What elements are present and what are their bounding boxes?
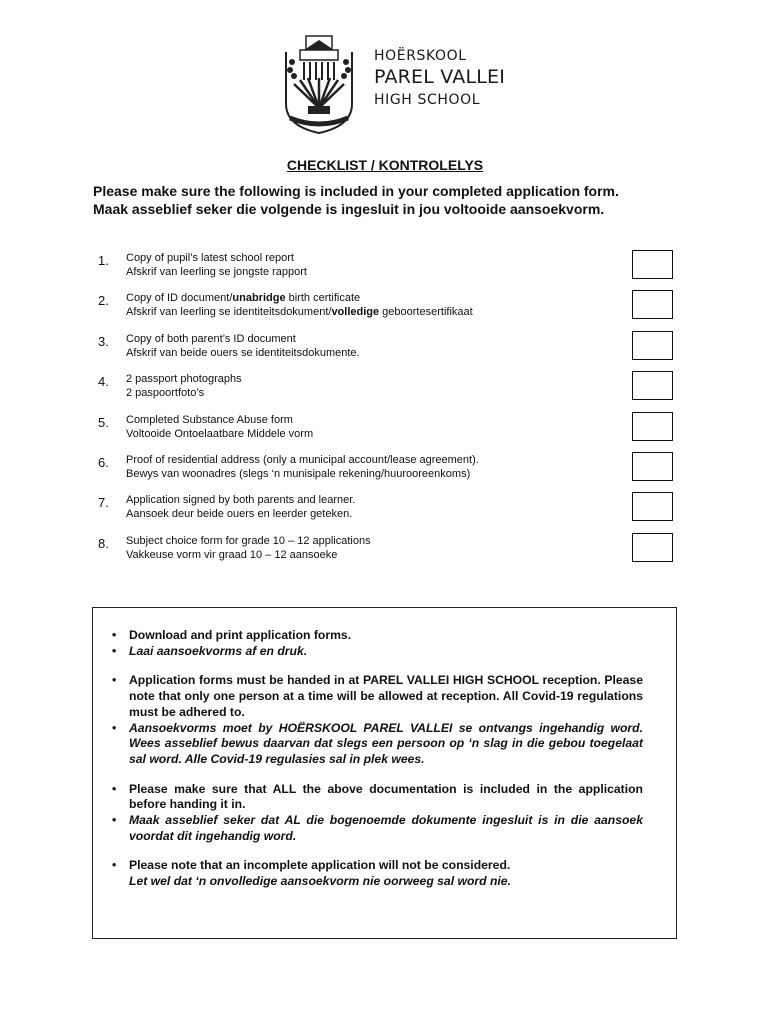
- bullet-icon: •: [112, 813, 117, 828]
- item-afrikaans-post: geboortesertifikaat: [379, 306, 473, 319]
- bullet-icon: •: [112, 720, 117, 735]
- school-name-line1: HOËRSKOOL: [374, 48, 467, 64]
- checklist: [98, 250, 678, 573]
- item-text: [126, 453, 479, 481]
- item-number: 4.: [98, 374, 109, 390]
- item-number: 1.: [98, 253, 109, 268]
- checklist-item: [98, 492, 678, 532]
- item-english: Copy of both parent’s ID document: [126, 332, 296, 345]
- instruction-item: [93, 782, 676, 813]
- item-afrikaans-pre: Afskrif van leerling se identiteitsdokument/: [126, 306, 332, 319]
- checkbox[interactable]: [632, 492, 673, 521]
- bullet-icon: •: [112, 628, 117, 642]
- checkbox[interactable]: [632, 452, 673, 481]
- item-text: [126, 493, 355, 521]
- item-text: [126, 332, 360, 360]
- bullet-icon: •: [112, 781, 117, 796]
- item-english: Completed Substance Abuse form: [126, 413, 293, 426]
- instruction-item: [93, 644, 676, 660]
- item-afrikaans: Afskrif van beide ouers se identiteitsdokumente.: [126, 346, 360, 359]
- item-text: [126, 251, 307, 279]
- instruction-text: Aansoekvorms moet by HOËRSKOOL PAREL VALLEI se ontvangs ingehandig word. Wees asseblief bewus daarvan dat slegs een persoon op ‘n slag in die gebou toegelaat sal word. Alle Covid-19 regulasies sal in plek wees.: [129, 720, 643, 766]
- intro-afrikaans: Maak asseblief seker die volgende is ingesluit in jou voltooide aansoekvorm.: [93, 201, 605, 217]
- item-afrikaans: Bewys van woonadres (slegs ‘n munisipale rekening/huurooreenkoms): [126, 467, 471, 480]
- item-number: 8.: [98, 535, 109, 551]
- item-english-pre: Copy of ID document/: [126, 292, 233, 305]
- instruction-item: [93, 813, 676, 844]
- intro-english: Please make sure the following is included in your completed application form.: [93, 183, 619, 199]
- page-title: CHECKLIST / KONTROLELYS: [286, 157, 484, 173]
- item-number: 7.: [98, 495, 109, 511]
- item-english: Application signed by both parents and learner.: [126, 494, 356, 507]
- instructions-list: [93, 628, 676, 890]
- checklist-item: [98, 452, 678, 492]
- instruction-text: Laai aansoekvorms af en druk.: [129, 643, 308, 658]
- instruction-text: Maak asseblief seker dat AL die bogenoemde dokumente ingesluit is in die aansoek voordat dit ingehandig word.: [129, 813, 643, 843]
- checkbox[interactable]: [632, 533, 673, 562]
- checkbox[interactable]: [632, 412, 673, 441]
- item-afrikaans: Afskrif van leerling se jongste rapport: [126, 266, 307, 278]
- item-text: [126, 372, 242, 400]
- checkbox[interactable]: [632, 250, 673, 279]
- item-number: 2.: [98, 293, 109, 309]
- item-afrikaans-bold: volledige: [331, 306, 380, 319]
- item-afrikaans: Aansoek deur beide ouers en leerder geteken.: [126, 508, 353, 521]
- instruction-item: [93, 673, 676, 720]
- checklist-item: [98, 250, 678, 290]
- item-english: 2 passport photographs: [126, 373, 242, 386]
- bullet-icon: •: [112, 858, 117, 873]
- item-english: [126, 291, 473, 305]
- item-afrikaans: Voltooide Ontoelaatbare Middele vorm: [126, 427, 314, 440]
- item-number: 6.: [98, 454, 109, 470]
- school-name: [374, 48, 505, 108]
- checklist-item: [98, 533, 678, 573]
- instruction-item: [93, 721, 676, 768]
- item-text: [126, 291, 473, 319]
- instruction-item: [93, 858, 676, 889]
- school-name-line3: HIGH SCHOOL: [374, 92, 481, 108]
- item-number: 3.: [98, 333, 109, 349]
- item-text: [126, 413, 313, 441]
- checklist-item: [98, 290, 678, 330]
- instruction-text: Please make sure that ALL the above documentation is included in the application before handing it in.: [129, 781, 643, 812]
- item-english-bold: unabridge: [232, 292, 286, 305]
- intro-text: [93, 182, 619, 218]
- item-english: Proof of residential address (only a municipal account/lease agreement).: [126, 453, 479, 466]
- checkbox[interactable]: [632, 371, 673, 400]
- item-english: Subject choice form for grade 10 – 12 applications: [126, 534, 371, 547]
- instruction-text: Application forms must be handed in at PAREL VALLEI HIGH SCHOOL reception. Please note that only one person at a time will be allowed at reception. All Covid-19 regulations must be adhered to.: [129, 673, 643, 719]
- item-number: 5.: [98, 414, 109, 430]
- item-text: [126, 534, 371, 562]
- checklist-item: [98, 331, 678, 371]
- item-afrikaans: Vakkeuse vorm vir graad 10 – 12 aansoeke: [126, 548, 338, 561]
- school-name-line2: PAREL VALLEI: [374, 66, 506, 88]
- item-afrikaans: [126, 305, 473, 319]
- item-english: Copy of pupil’s latest school report: [126, 252, 294, 264]
- school-crest-logo: [278, 34, 360, 134]
- checklist-item: [98, 371, 678, 411]
- checklist-item: [98, 412, 678, 452]
- instruction-text: Download and print application forms.: [129, 628, 352, 642]
- instruction-text: Please note that an incomplete application will not be considered.: [129, 858, 511, 873]
- school-header: [278, 34, 518, 134]
- instructions-box: [92, 607, 677, 939]
- bullet-icon: •: [112, 643, 117, 658]
- item-afrikaans: 2 paspoortfoto’s: [126, 387, 205, 400]
- checkbox[interactable]: [632, 331, 673, 360]
- bullet-icon: •: [112, 673, 117, 688]
- item-english-post: birth certificate: [285, 292, 361, 305]
- instruction-item: [93, 628, 676, 644]
- checkbox[interactable]: [632, 290, 673, 319]
- instruction-text-afrikaans: Let wel dat ‘n onvolledige aansoekvorm nie oorweeg sal word nie.: [129, 874, 511, 889]
